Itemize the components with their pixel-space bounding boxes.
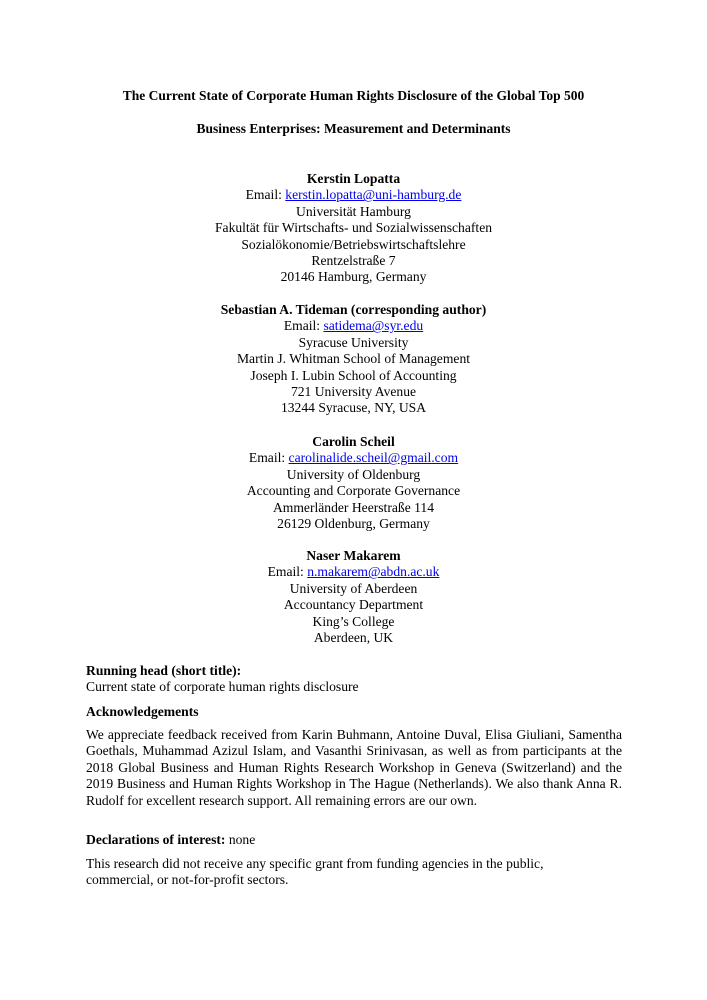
author-email-line: Email: kerstin.lopatta@uni-hamburg.de [245, 187, 462, 203]
affiliation-line: 26129 Oldenburg, Germany [277, 516, 430, 532]
affiliation-line: Rentzelstraße 7 [311, 253, 396, 269]
declarations-value: none [225, 832, 256, 847]
affiliation-line: Ammerländer Heerstraße 114 [272, 499, 435, 515]
author-email-link[interactable]: carolinalide.scheil@gmail.com [288, 450, 459, 466]
affiliation-line: Universität Hamburg [296, 203, 411, 219]
affiliation-line: Accounting and Corporate Governance [246, 483, 461, 499]
affiliation-line: King’s College [312, 613, 395, 629]
author-email-link[interactable]: satidema@syr.edu [323, 318, 424, 334]
affiliation-line: Fakultät für Wirtschafts- und Sozialwissenschaften [214, 220, 493, 236]
running-head-heading: Running head (short title): [86, 663, 242, 678]
declarations-line [86, 832, 622, 848]
author-email-line: Email: n.makarem@abdn.ac.uk [267, 564, 440, 580]
affiliation-line: Joseph I. Lubin School of Accounting [250, 367, 457, 383]
author-email-link[interactable]: kerstin.lopatta@uni-hamburg.de [285, 187, 462, 203]
author-block-lopatta [100, 171, 607, 286]
author-block-scheil [100, 434, 607, 532]
affiliation-line: 721 University Avenue [290, 384, 417, 400]
author-email-line: Email: carolinalide.scheil@gmail.com [248, 450, 459, 466]
affiliation-line: University of Oldenburg [286, 466, 421, 482]
affiliation-line: Sozialökonomie/Betriebswirtschaftslehre [241, 236, 466, 252]
author-block-makarem [100, 548, 607, 646]
affiliation-line: Syracuse University [298, 334, 409, 350]
acknowledgements-heading: Acknowledgements [86, 704, 199, 719]
affiliation-line: Aberdeen, UK [313, 630, 394, 646]
funding-statement: This research did not receive any specific grant from funding agencies in the public, commercial, or not-for-profit sectors. [86, 856, 544, 888]
author-name: Naser Makarem [306, 548, 401, 563]
paper-title-line-1: The Current State of Corporate Human Rights Disclosure of the Global Top 500 [122, 88, 585, 103]
author-name: Carolin Scheil [312, 434, 395, 449]
author-block-tideman [100, 302, 607, 417]
author-name: Sebastian A. Tideman (corresponding author) [220, 302, 487, 317]
paper-title-line-2: Business Enterprises: Measurement and Determinants [196, 121, 511, 136]
affiliation-line: 13244 Syracuse, NY, USA [280, 400, 427, 416]
acknowledgements-text: We appreciate feedback received from Karin Buhmann, Antoine Duval, Elisa Giuliani, Samentha Goethals, Muhammad Azizul Islam, and Vasanthi Srinivasan, as well as from participants at the 2018 Global Business and Human Rights Research Workshop in Geneva (Switzerland) and the 2019 Business and Human Rights Workshop in The Hague (Netherlands). We also thank Anna R. Rudolf for excellent research support. All remaining errors are our own. [86, 727, 622, 808]
running-head-section [86, 663, 622, 696]
affiliation-line: University of Aberdeen [289, 580, 418, 596]
affiliation-line: Accountancy Department [283, 597, 424, 613]
author-email-line: Email: satidema@syr.edu [283, 318, 424, 334]
affiliation-line: Martin J. Whitman School of Management [236, 351, 471, 367]
author-name: Kerstin Lopatta [306, 171, 401, 186]
affiliation-line: 20146 Hamburg, Germany [280, 269, 427, 285]
author-email-link[interactable]: n.makarem@abdn.ac.uk [307, 564, 440, 580]
declarations-heading: Declarations of interest: [86, 832, 226, 847]
running-head-text: Current state of corporate human rights disclosure [86, 679, 359, 695]
